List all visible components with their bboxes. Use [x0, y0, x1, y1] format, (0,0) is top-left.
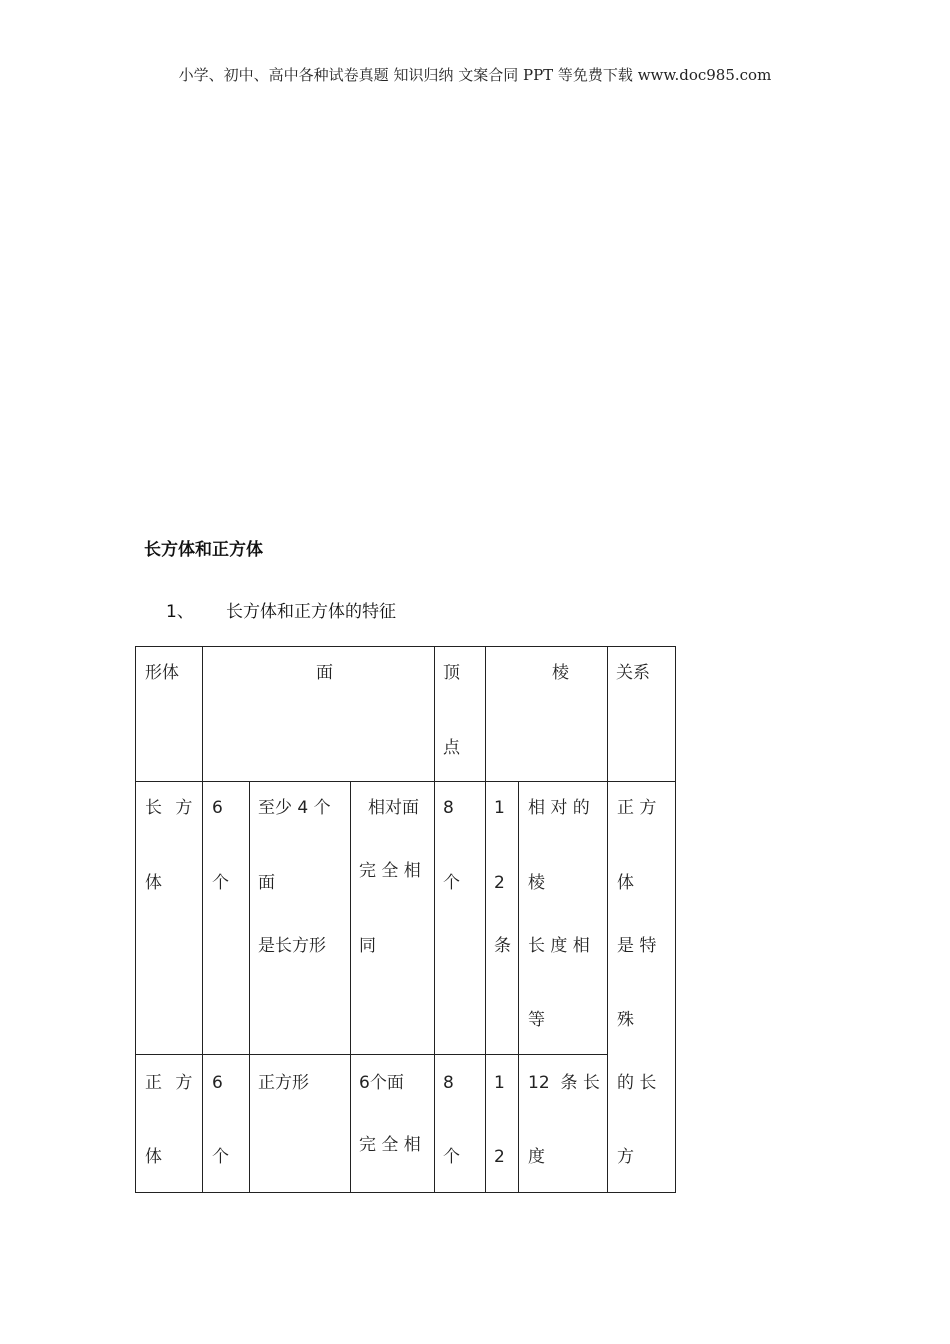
cube-edge-count: 2 — [494, 1147, 505, 1167]
table-border-right — [675, 646, 676, 1193]
header-vertex: 点 — [443, 738, 460, 758]
cuboid-vertex: 8 — [443, 798, 454, 818]
header-edge: 棱 — [552, 663, 569, 683]
cube-shape: 正 方 — [145, 1073, 197, 1093]
cuboid-edge-count: 1 — [494, 798, 505, 818]
cube-face-shape: 正方形 — [258, 1073, 309, 1093]
column-divider — [434, 646, 435, 1193]
relation-text: 正 方 — [617, 798, 657, 818]
cube-face-count: 6 — [212, 1073, 223, 1093]
cuboid-edge-relation: 长 度 相 — [528, 936, 590, 956]
cube-edge-relation: 12 条 长 — [528, 1073, 600, 1093]
cuboid-face-relation: 同 — [359, 936, 376, 956]
cube-edge-relation: 度 — [528, 1147, 545, 1167]
table-border-top — [135, 646, 676, 647]
column-divider — [485, 646, 486, 1193]
cuboid-edge-count: 条 — [494, 936, 511, 956]
table-header-divider-relation — [607, 781, 676, 782]
relation-text: 的 长 — [617, 1073, 657, 1093]
column-divider — [350, 781, 351, 1193]
cuboid-face-count: 6 — [212, 798, 223, 818]
table-border-bottom — [135, 1192, 676, 1193]
cuboid-edge-count: 2 — [494, 873, 505, 893]
cuboid-shape: 体 — [145, 873, 162, 893]
column-divider — [607, 646, 608, 1193]
cuboid-face-relation: 相对面 — [368, 798, 419, 818]
relation-text: 是 特 — [617, 936, 657, 956]
cube-vertex: 8 — [443, 1073, 454, 1093]
subsection-text: 长方体和正方体的特征 — [226, 602, 396, 622]
cuboid-face-shape: 面 — [258, 873, 275, 893]
column-divider — [518, 781, 519, 1193]
cuboid-edge-relation: 棱 — [528, 873, 545, 893]
page-header: 小学、初中、高中各种试卷真题 知识归纳 文案合同 PPT 等免费下载 www.doc985.com — [178, 66, 772, 84]
relation-text: 方 — [617, 1147, 634, 1167]
cube-face-count: 个 — [212, 1147, 229, 1167]
cube-vertex: 个 — [443, 1147, 460, 1167]
cube-shape: 体 — [145, 1147, 162, 1167]
cube-face-relation: 完 全 相 — [359, 1135, 421, 1155]
column-divider — [202, 646, 203, 1193]
header-relation: 关系 — [616, 663, 650, 683]
cuboid-edge-relation: 等 — [528, 1010, 545, 1030]
header-shape: 形体 — [145, 663, 179, 683]
column-divider — [249, 781, 250, 1193]
cuboid-edge-relation: 相 对 的 — [528, 798, 590, 818]
table-row-divider — [135, 1054, 607, 1055]
header-vertex: 顶 — [443, 663, 460, 683]
cuboid-face-shape: 是长方形 — [258, 936, 326, 956]
table-border-left — [135, 646, 136, 1193]
relation-text: 殊 — [617, 1010, 634, 1030]
cube-face-relation: 6个面 — [359, 1073, 404, 1093]
relation-text: 体 — [617, 873, 634, 893]
cuboid-face-count: 个 — [212, 873, 229, 893]
section-title: 长方体和正方体 — [144, 540, 263, 560]
subsection-number: 1、 — [166, 602, 194, 622]
cuboid-vertex: 个 — [443, 873, 460, 893]
cuboid-face-relation: 完 全 相 — [359, 861, 421, 881]
table-header-divider — [135, 781, 607, 782]
cuboid-shape: 长 方 — [145, 798, 197, 818]
cube-edge-count: 1 — [494, 1073, 505, 1093]
header-face: 面 — [316, 663, 333, 683]
cuboid-face-shape: 至少 4 个 — [258, 798, 331, 818]
